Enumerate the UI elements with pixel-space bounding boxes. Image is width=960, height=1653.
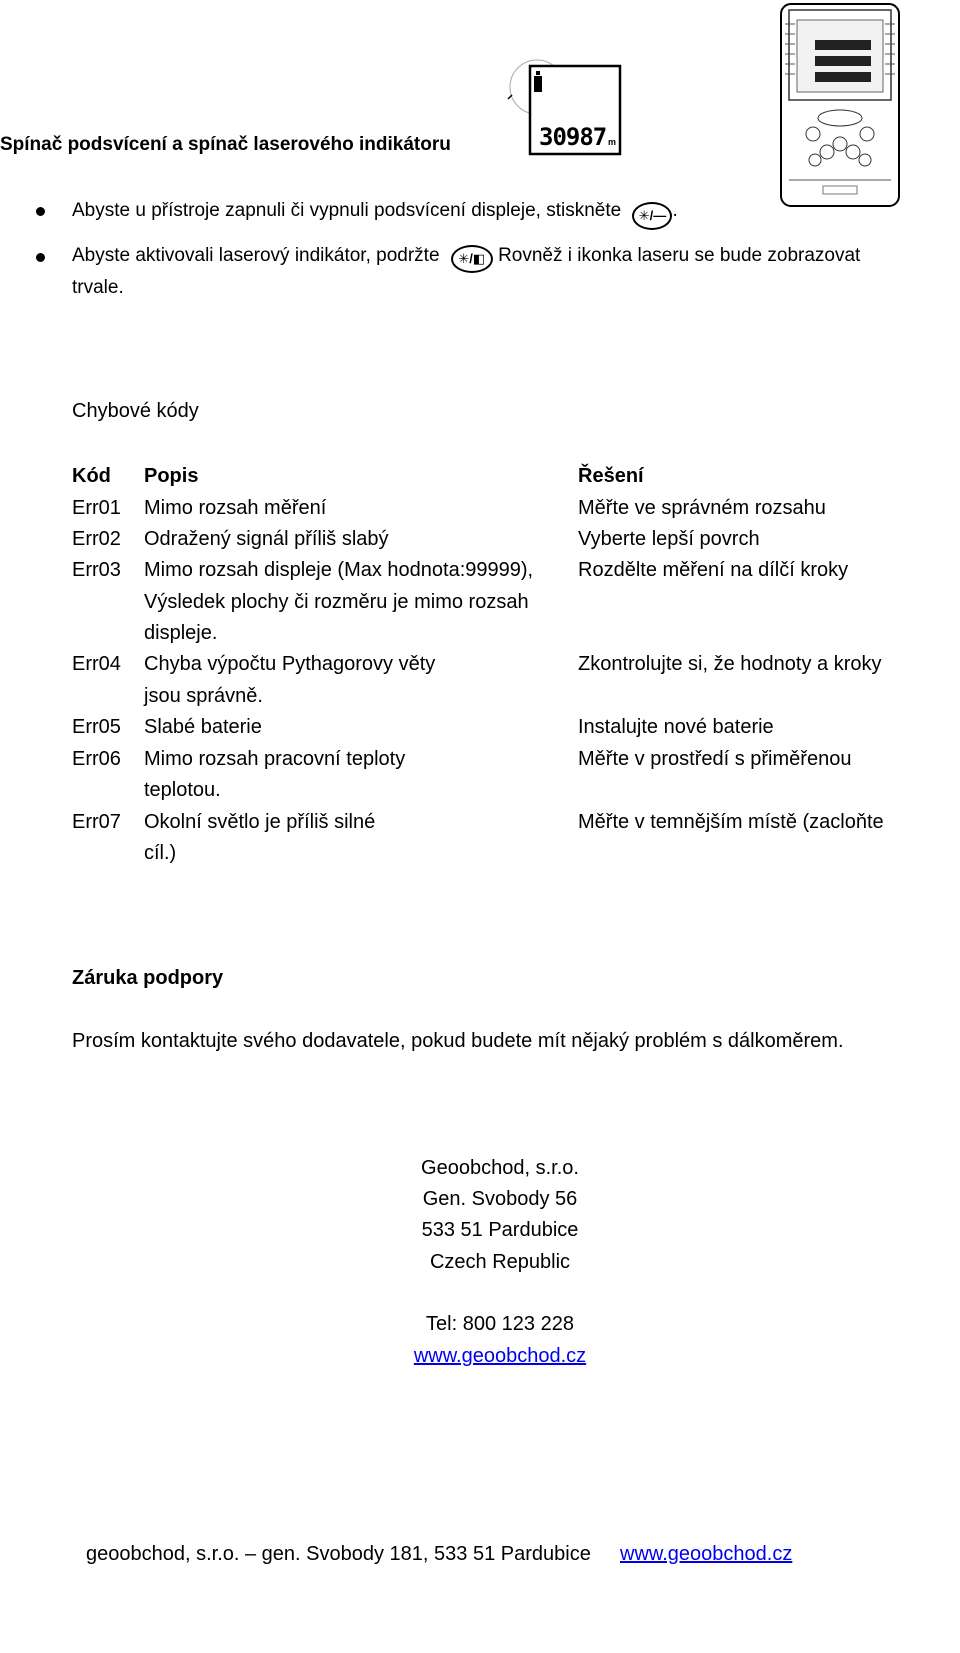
row-solution: Měřte v temnějším místě (zacloňte	[578, 811, 884, 833]
row-code: Err07	[72, 811, 121, 833]
bullet-laser	[72, 245, 860, 273]
address-city: 533 51 Pardubice	[421, 1219, 579, 1241]
display-reading: 30987	[539, 123, 607, 151]
row-solution: Zkontrolujte si, že hodnoty a kroky	[578, 653, 882, 675]
section-title-support: Záruka podpory	[72, 967, 224, 989]
display-illustration	[505, 54, 625, 158]
row-code: Err05	[72, 716, 121, 738]
row-solution: Měřte ve správném rozsahu	[578, 497, 826, 519]
header-solution: Řešení	[578, 465, 644, 487]
address-web-wrap	[20, 1340, 960, 1373]
footer-web-wrap	[620, 1538, 792, 1571]
section-title-backlight: Spínač podsvícení a spínač laserového indikátoru	[0, 134, 451, 155]
row-description: Mimo rozsah měření	[144, 497, 327, 519]
bullet-backlight-end: .	[672, 200, 678, 221]
row-description: Mimo rozsah pracovní teploty	[144, 748, 406, 770]
bullet-laser-after: Rovněž i ikonka laseru se bude zobrazovat	[498, 245, 861, 266]
row-description: Okolní světlo je příliš silné	[144, 811, 376, 833]
device-illustration	[775, 0, 905, 210]
row-code: Err04	[72, 653, 121, 675]
row-description-line: jsou správně.	[144, 685, 263, 707]
bullet-dot	[36, 253, 45, 262]
bullet-dot	[36, 207, 45, 216]
row-code: Err03	[72, 559, 121, 581]
row-description-line: cíl.)	[144, 842, 177, 864]
address-street: Gen. Svobody 56	[422, 1188, 578, 1210]
row-description: Mimo rozsah displeje (Max hodnota:99999),	[144, 559, 534, 581]
address-web-link[interactable]: www.geoobchod.cz	[413, 1345, 587, 1367]
bullet-backlight-text: Abyste u přístroje zapnuli či vypnuli podsvícení displeje, stiskněte	[72, 200, 622, 221]
backlight-button-icon: ✳/—	[632, 202, 672, 230]
header-code: Kód	[72, 465, 111, 487]
display-unit: m	[608, 137, 617, 147]
bullet-laser-wrap: trvale.	[72, 277, 124, 298]
row-description: Odražený signál příliš slabý	[144, 528, 389, 550]
bullet-laser-text: Abyste aktivovali laserový indikátor, podržte	[72, 245, 440, 266]
row-code: Err02	[72, 528, 121, 550]
row-solution: Měřte v prostředí s přiměřenou	[578, 748, 852, 770]
support-text: Prosím kontaktujte svého dodavatele, pokud budete mít nějaký problém s dálkoměrem.	[72, 1030, 844, 1052]
address-country: Czech Republic	[429, 1251, 571, 1273]
row-description: Slabé baterie	[144, 716, 262, 738]
footer-text: geoobchod, s.r.o. – gen. Svobody 181, 533 51 Pardubice	[86, 1543, 591, 1565]
footer-web-link[interactable]: www.geoobchod.cz	[620, 1543, 793, 1565]
header-description: Popis	[144, 465, 199, 487]
row-solution: Vyberte lepší povrch	[578, 528, 760, 550]
row-description: Chyba výpočtu Pythagorovy věty	[144, 653, 436, 675]
address-phone: Tel: 800 123 228	[426, 1313, 574, 1335]
rangefinder-device-icon	[775, 0, 905, 210]
section-title-error-codes: Chybové kódy	[72, 400, 199, 422]
laser-button-icon: ✳/◧	[451, 245, 493, 273]
row-solution: Instalujte nové baterie	[578, 716, 774, 738]
row-description-line: Výsledek plochy či rozměru je mimo rozsah	[144, 591, 529, 613]
row-code: Err06	[72, 748, 121, 770]
row-description-line: teplotou.	[144, 779, 221, 801]
row-solution: Rozdělte měření na dílčí kroky	[578, 559, 849, 581]
address-company: Geoobchod, s.r.o.	[421, 1157, 579, 1179]
bullet-backlight	[72, 200, 678, 230]
row-description-line: displeje.	[144, 622, 218, 644]
row-code: Err01	[72, 497, 121, 519]
